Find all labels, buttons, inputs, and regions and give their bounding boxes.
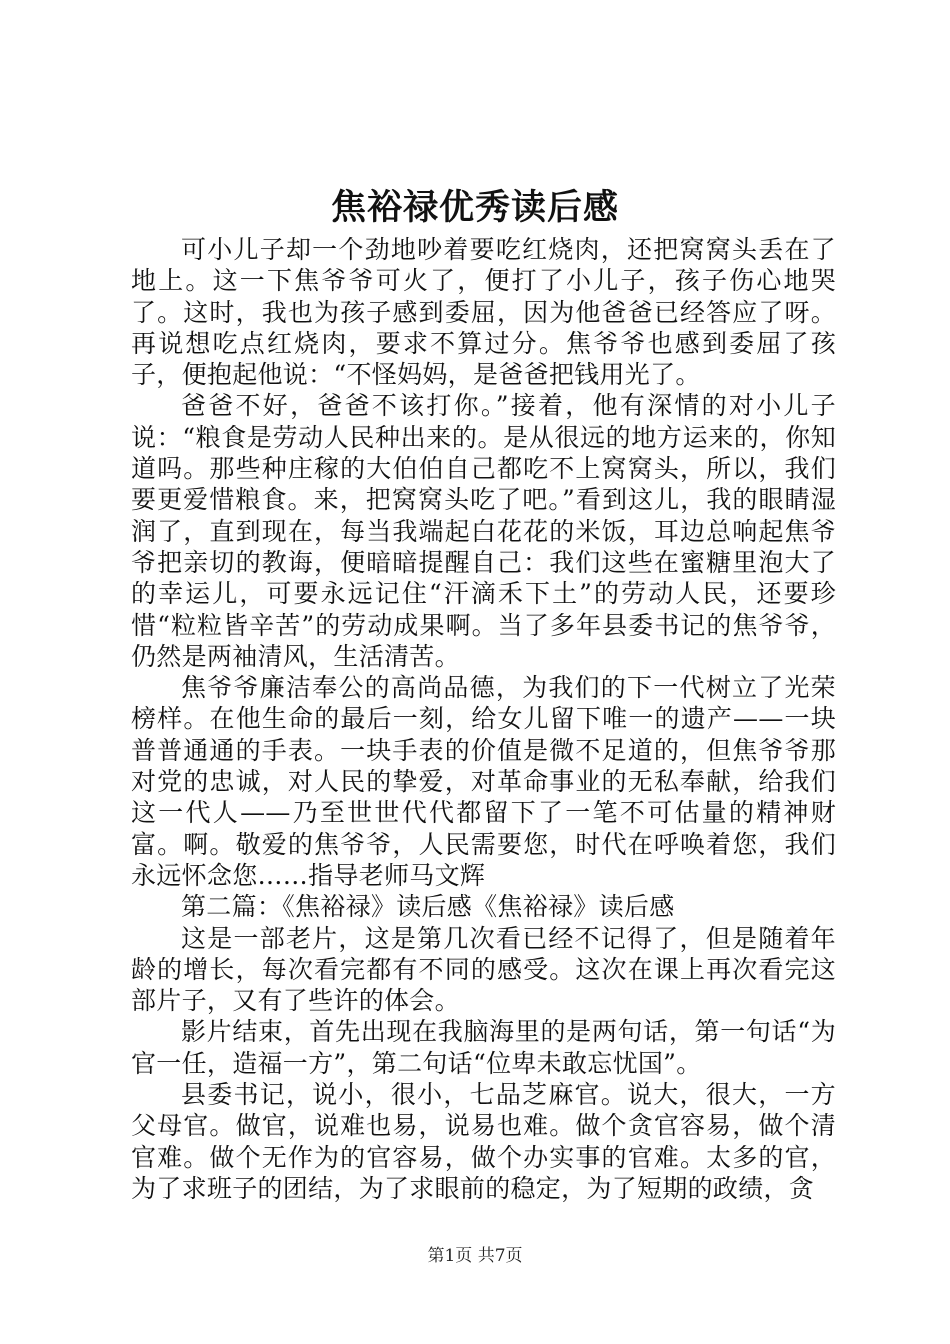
paragraph: 县委书记，说小，很小，七品芝麻官。说大，很大，一方父母官。做官，说难也易，说易也难。做个贪官容易，做个清官难。做个无作为的官容易，做个办实事的官难。太多的官，为了求班子的团结，为了求眼前的稳定，为了短期的政绩，贪	[131, 1080, 836, 1203]
paragraph: 可小儿子却一个劲地吵着要吃红烧肉，还把窝窝头丢在了地上。这一下焦爷爷可火了，便打了小儿子，孩子伤心地哭了。这时，我也为孩子感到委屈，因为他爸爸已经答应了呀。再说想吃点红烧肉，要求不算过分。焦爷爷也感到委屈了孩子，便抱起他说：“不怪妈妈，是爸爸把钱用光了。	[131, 235, 836, 390]
paragraph: 爸爸不好，爸爸不该打你。”接着，他有深情的对小儿子说：“粮食是劳动人民种出来的。是从很远的地方运来的，你知道吗。那些种庄稼的大伯伯自己都吃不上窝窝头，所以，我们要更爱惜粮食。来，把窝窝头吃了吧。”看到这儿，我的眼睛湿润了，直到现在，每当我端起白花花的米饭，耳边总响起焦爷爷把亲切的教诲，便暗暗提醒自己：我们这些在蜜糖里泡大了的幸运儿，可要永远记住“汗滴禾下土”的劳动人民，还要珍惜“粒粒皆辛苦”的劳动成果啊。当了多年县委书记的焦爷爷，仍然是两袖清风，生活清苦。	[131, 391, 836, 671]
page-number: 第1页 共7页	[427, 1246, 523, 1266]
section-heading: 第二篇：《焦裕禄》读后感《焦裕禄》读后感	[181, 892, 675, 922]
document-title: 焦裕禄优秀读后感	[330, 187, 619, 228]
paragraph: 影片结束，首先出现在我脑海里的是两句话，第一句话“为官一任，造福一方”，第二句话“位卑未敢忘忧国”。	[131, 1017, 836, 1078]
paragraph: 这是一部老片，这是第几次看已经不记得了，但是随着年龄的增长，每次看完都有不同的感受。这次在课上再次看完这部片子，又有了些许的体会。	[131, 923, 836, 1016]
paragraph: 焦爷爷廉洁奉公的高尚品德，为我们的下一代树立了光荣榜样。在他生命的最后一刻，给女儿留下唯一的遗产——一块普普通通的手表。一块手表的价值是微不足道的，但焦爷爷那对党的忠诚，对人民的挚爱，对革命事业的无私奉献，给我们这一代人——乃至世世代代都留下了一笔不可估量的精神财富。啊。敬爱的焦爷爷，人民需要您，时代在呼唤着您，我们永远怀念您……指导老师马文辉	[131, 673, 836, 890]
document-body	[131, 234, 836, 1204]
